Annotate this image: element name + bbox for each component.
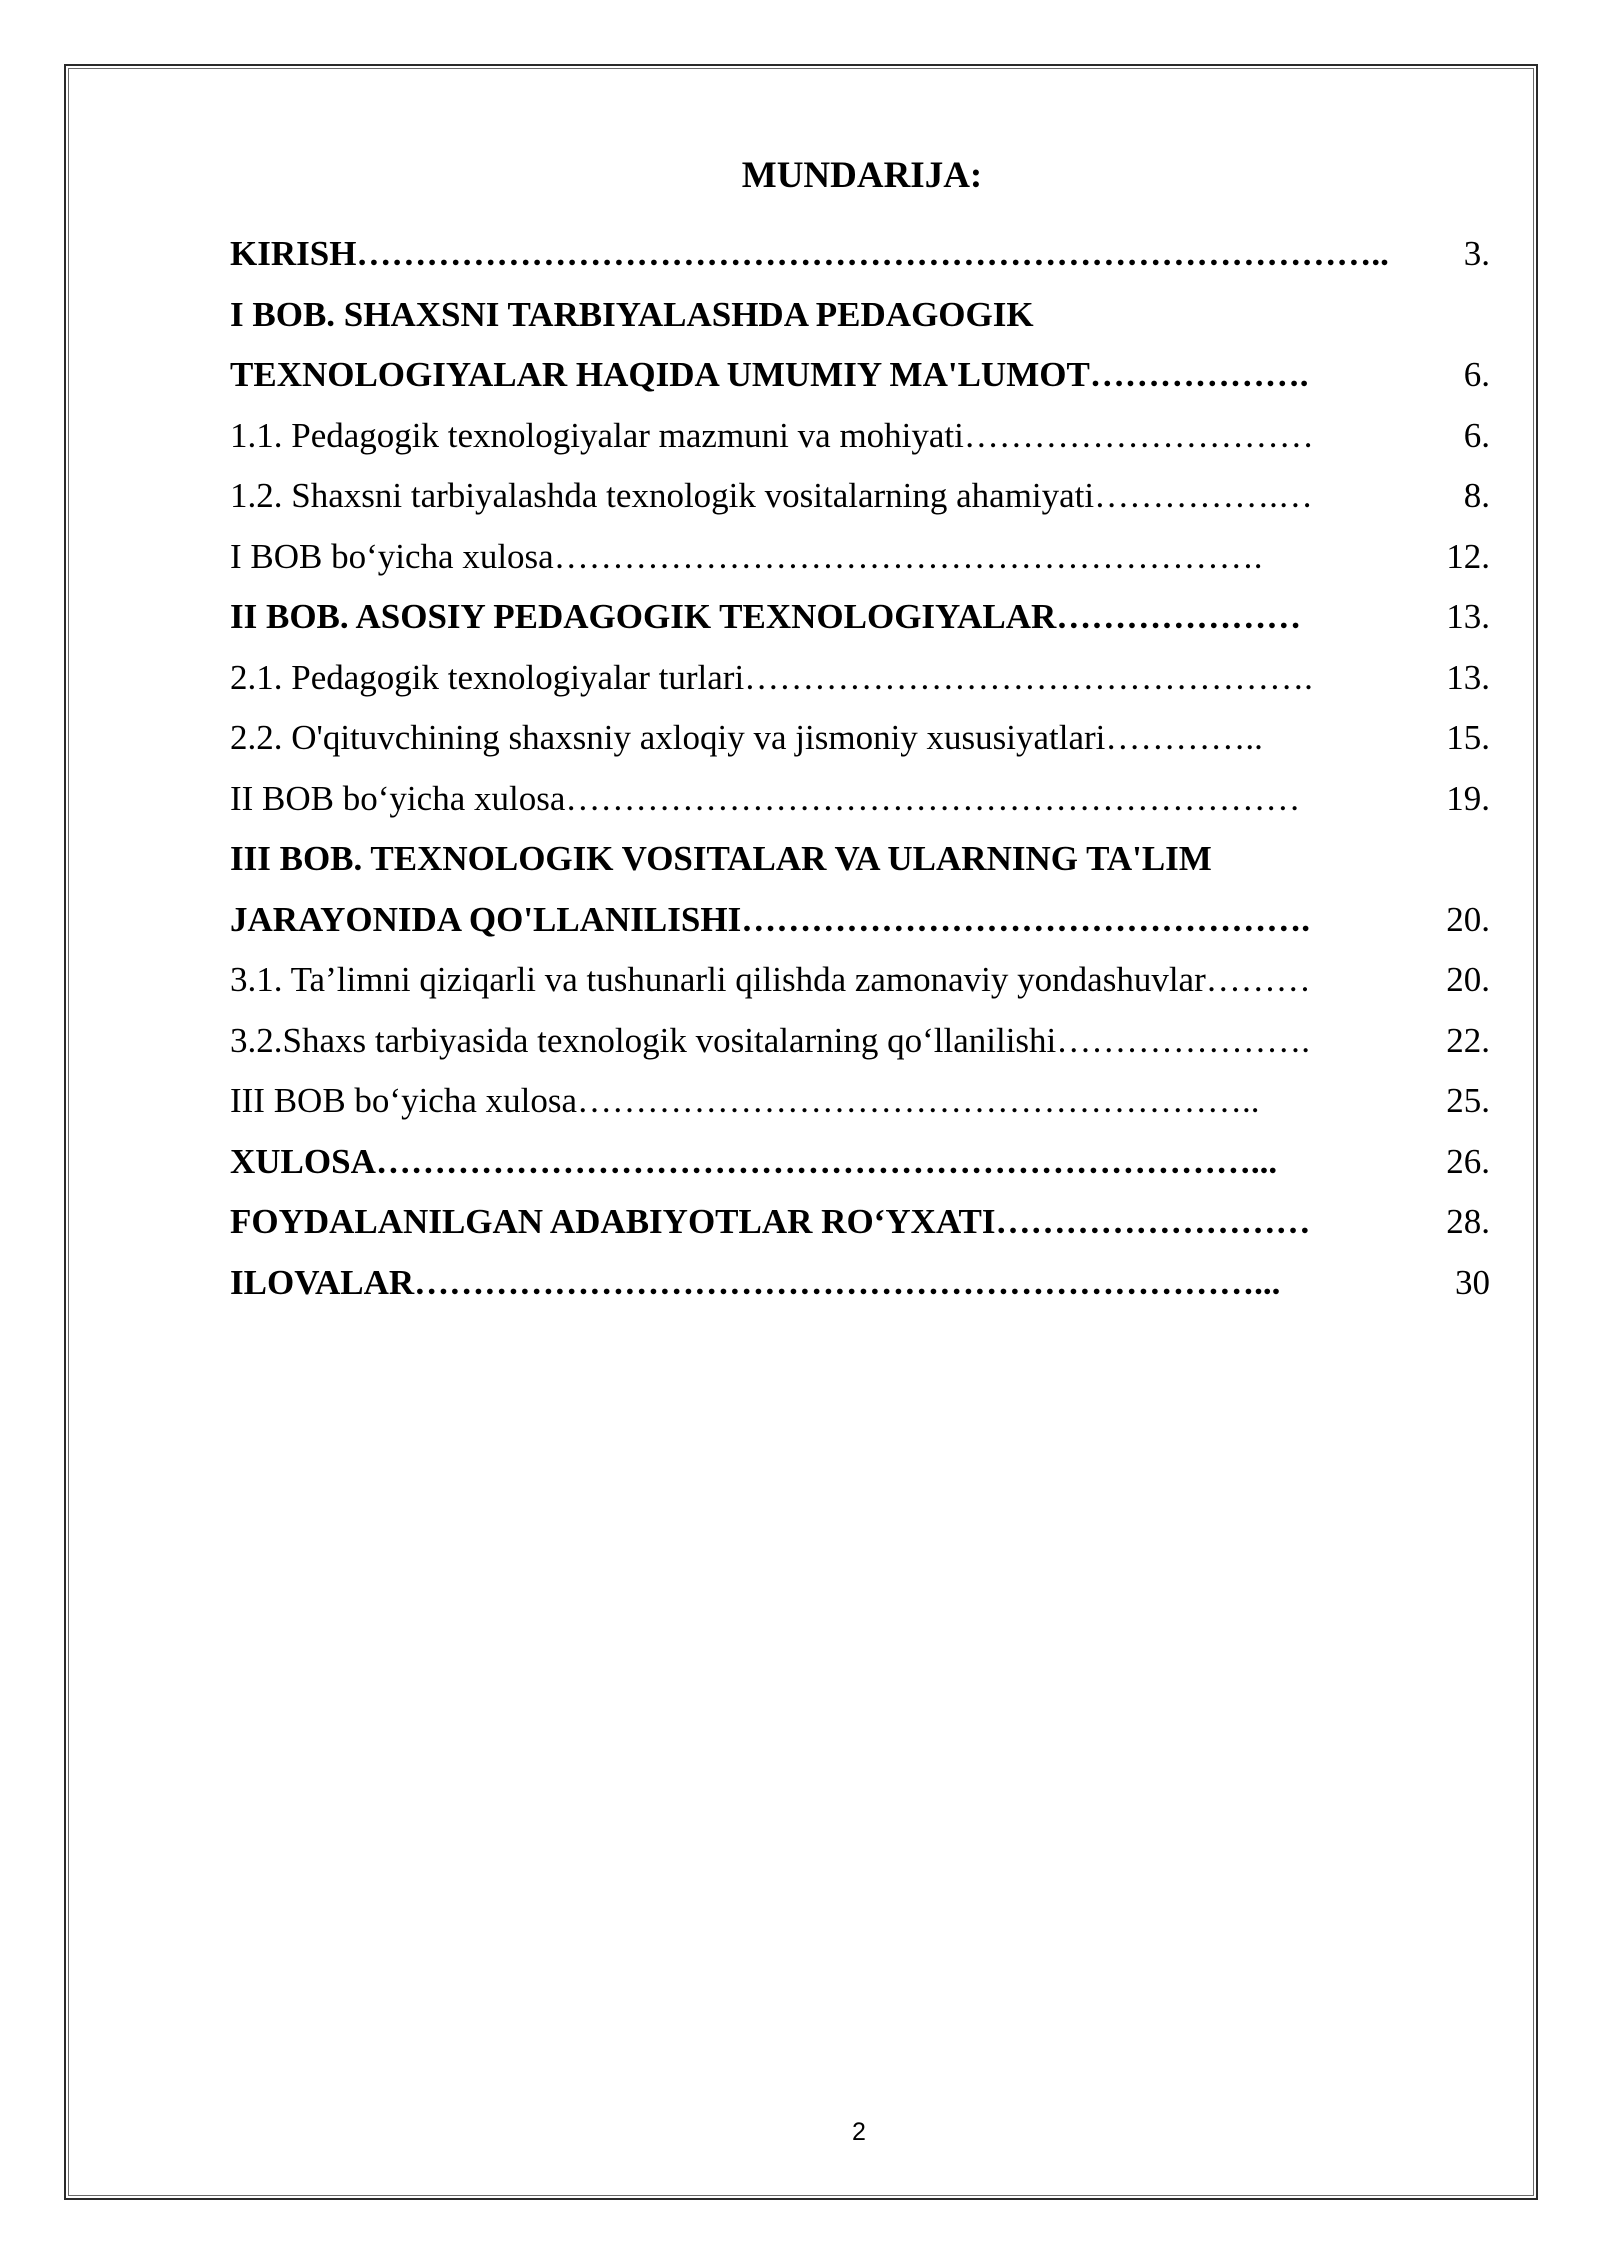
toc-entry-text: I BOB bo‘yicha xulosa…………………………………………………….	[230, 536, 1263, 576]
toc-entry	[230, 710, 1490, 771]
toc-entry	[230, 347, 1490, 408]
toc-entry	[230, 1013, 1490, 1074]
toc-entry-text: ILOVALAR………………………………………………………………...	[230, 1262, 1281, 1302]
toc-entry	[230, 952, 1490, 1013]
toc-entry	[230, 1134, 1490, 1195]
toc-entry	[230, 650, 1490, 711]
toc-entry	[230, 468, 1490, 529]
toc-entry	[230, 1194, 1490, 1255]
toc-entry	[230, 771, 1490, 832]
toc-entry-page: 8.	[1463, 476, 1490, 515]
toc-entry-page: 3.	[1463, 234, 1490, 273]
toc-title: MUNDARIJA:	[741, 155, 983, 196]
toc-entry-page: 25.	[1446, 1081, 1490, 1120]
toc-entry-page: 13.	[1446, 597, 1490, 636]
toc-entry	[230, 589, 1490, 650]
toc-entry-text: II BOB bo‘yicha xulosa………………………………………………………	[230, 778, 1301, 818]
toc-entry-text: 1.2. Shaxsni tarbiyalashda texnologik vositalarning ahamiyati…………….…	[230, 476, 1313, 515]
toc-entry-page: 20.	[1446, 899, 1490, 939]
toc-entry-text: FOYDALANILGAN ADABIYOTLAR RO‘YXATI………………………	[230, 1202, 1311, 1241]
toc-entry	[230, 408, 1490, 469]
toc-entry	[230, 226, 1490, 287]
toc-entry-text: KIRISH……………………………………………………………………………..	[230, 234, 1389, 273]
toc-entry-page: 6.	[1463, 415, 1490, 455]
toc-entry	[230, 1255, 1490, 1316]
toc-entry-page: 20.	[1446, 960, 1490, 999]
toc-entry	[230, 287, 1490, 348]
toc-entry-page: 26.	[1446, 1141, 1490, 1181]
toc-entry-text: 2.2. O'qituvchining shaxsniy axloqiy va jismoniy xususiyatlari…………..	[230, 718, 1263, 757]
toc-entry-page: 15.	[1446, 718, 1490, 757]
toc-entry-text: I BOB. SHAXSNI TARBIYALASHDA PEDAGOGIK	[230, 294, 1034, 334]
toc-entry-page: 19.	[1446, 778, 1490, 818]
toc-entry-text: JARAYONIDA QO'LLANILISHI………………………………………….	[230, 899, 1310, 939]
toc-entry-text: TEXNOLOGIYALAR HAQIDA UMUMIY MA'LUMOT……………….	[230, 355, 1309, 394]
toc-entry-text: II BOB. ASOSIY PEDAGOGIK TEXNOLOGIYALAR…………………	[230, 597, 1302, 636]
toc-entry	[230, 892, 1490, 953]
toc-entry	[230, 1073, 1490, 1134]
toc-entry-page: 30	[1455, 1262, 1490, 1302]
toc-entry	[230, 529, 1490, 590]
toc-entry-text: 3.1. Ta’limni qiziqarli va tushunarli qilishda zamonaviy yondashuvlar………	[230, 960, 1311, 999]
toc-entry-page: 22.	[1446, 1020, 1490, 1060]
toc-entry-text: 1.1. Pedagogik texnologiyalar mazmuni va mohiyati…………………………	[230, 415, 1314, 455]
toc-entry-page: 13.	[1446, 657, 1490, 697]
toc-entry	[230, 831, 1490, 892]
table-of-contents	[230, 226, 1490, 1315]
toc-entry-text: 3.2.Shaxs tarbiyasida texnologik vositalarning qo‘llanilishi………………….	[230, 1020, 1311, 1060]
page-number: 2	[852, 2118, 866, 2146]
toc-entry-text: XULOSA…………………………………………………………………...	[230, 1141, 1278, 1181]
toc-entry-text: III BOB. TEXNOLOGIK VOSITALAR VA ULARNING TA'LIM	[230, 839, 1212, 878]
toc-entry-page: 28.	[1446, 1202, 1490, 1241]
toc-entry-text: III BOB bo‘yicha xulosa…………………………………………………..	[230, 1081, 1260, 1120]
toc-entry-page: 12.	[1446, 536, 1490, 576]
toc-entry-text: 2.1. Pedagogik texnologiyalar turlari………………………………………….	[230, 657, 1313, 697]
toc-entry-page: 6.	[1463, 355, 1490, 394]
